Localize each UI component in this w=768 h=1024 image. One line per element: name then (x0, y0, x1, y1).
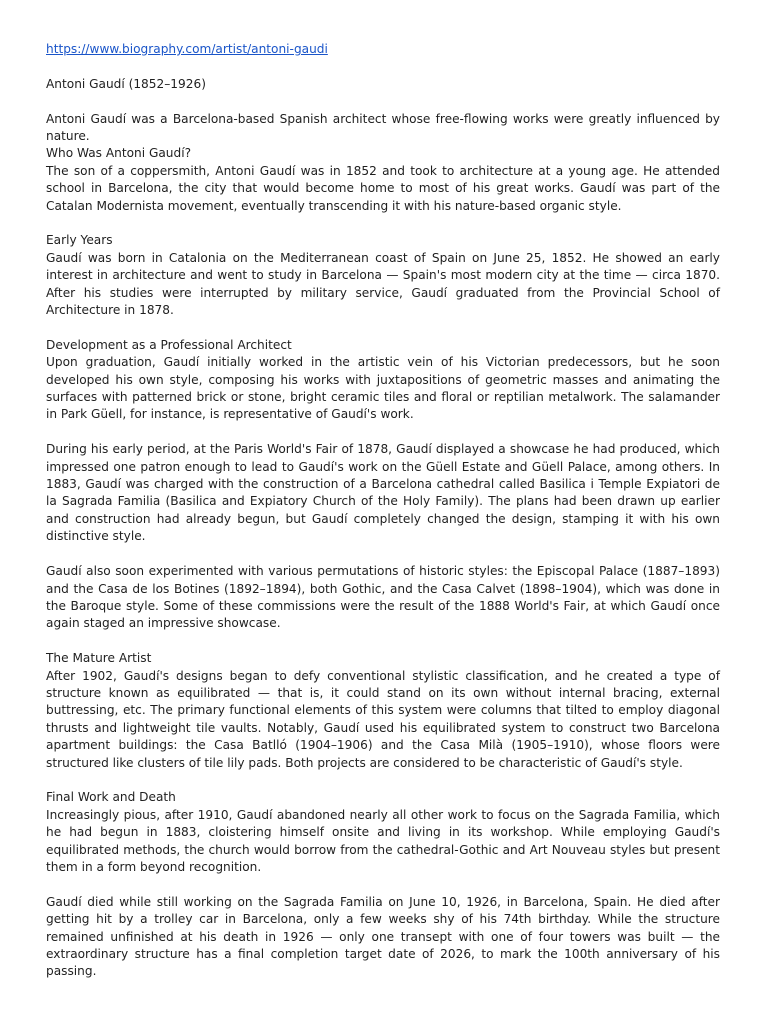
spacer (46, 876, 720, 893)
paragraph-who: The son of a coppersmith, Antoni Gaudí was in 1852 and took to architecture at a young age. He attended school in Barcelona, the city that would become home to most of his great works. Gaudí was part of the Catalan Modernista movement, eventually transcending it with his nature-based organic style. (46, 163, 720, 213)
intro-paragraph: Antoni Gaudí was a Barcelona-based Spanish architect whose free-flowing works were greatly influenced by nature. (46, 111, 720, 143)
spacer (46, 319, 720, 336)
paragraph-final-work-1: Increasingly pious, after 1910, Gaudí abandoned nearly all other work to focus on the Sagrada Familia, which he had begun in 1883, cloistering himself onsite and living in its workshop. While employing Gaudí's equilibrated methods, the church would borrow from the cathedral-Gothic and Art Nouveau styles but present them in a form beyond recognition. (46, 807, 720, 874)
spacer (46, 215, 720, 232)
spacer (46, 633, 720, 650)
spacer (46, 58, 720, 75)
section-heading-development: Development as a Professional Architect (46, 337, 292, 352)
spacer (46, 772, 720, 789)
paragraph-development-3: Gaudí also soon experimented with various permutations of historic styles: the Episcopal Palace (1887–1893) and the Casa de los Botines (1892–1894), both Gothic, and the Casa Calvet (1898–1904), which was done in the Baroque style. Some of these commissions were the result of the 1888 World's Fair, at which Gaudí once again staged an impressive showcase. (46, 564, 720, 631)
document-title: Antoni Gaudí (1852–1926) (46, 76, 206, 91)
paragraph-development-2: During his early period, at the Paris World's Fair of 1878, Gaudí displayed a showcase he had produced, which impressed one patron enough to lead to Gaudí's work on the Güell Estate and Güell Palace, among others. In 1883, Gaudí was charged with the construction of a Barcelona cathedral called Basilica i Temple Expiatori de la Sagrada Familia (Basilica and Expiatory Church of the Holy Family). The plans had been drawn up earlier and construction had already begun, but Gaudí completely changed the design, stamping it with his own distinctive style. (46, 442, 720, 544)
spacer (46, 546, 720, 563)
paragraph-mature-artist: After 1902, Gaudí's designs began to defy conventional stylistic classification, and he created a type of structure known as equilibrated — that is, it could stand on its own without internal bracing, external buttressing, etc. The primary functional elements of this system were columns that tilted to employ diagonal thrusts and lightweight tile vaults. Notably, Gaudí used his equilibrated system to construct two Barcelona apartment buildings: the Casa Batlló (1904–1906) and the Casa Milà (1905–1910), whose floors were structured like clusters of tile lily pads. Both projects are considered to be characteristic of Gaudí's style. (46, 668, 720, 770)
paragraph-final-work-2: Gaudí died while still working on the Sagrada Familia on June 10, 1926, in Barcelona, Spain. He died after getting hit by a trolley car in Barcelona, only a few weeks shy of his 74th birthday. While the structure remained unfinished at his death in 1926 — only one transept with one of four towers was built — the extraordinary structure has a final completion target date of 2026, to mark the 100th anniversary of his passing. (46, 894, 720, 979)
spacer (46, 424, 720, 441)
paragraph-development-1: Upon graduation, Gaudí initially worked in the artistic vein of his Victorian predecessors, but he soon developed his own style, composing his works with juxtapositions of geometric masses and animating the surfaces with patterned brick or stone, bright ceramic tiles and floral or reptilian metalwork. The salamander in Park Güell, for instance, is representative of Gaudí's work. (46, 355, 720, 422)
document-page (46, 41, 720, 981)
paragraph-early-years: Gaudí was born in Catalonia on the Mediterranean coast of Spain on June 25, 1852. He showed an early interest in architecture and went to study in Barcelona — Spain's most modern city at the time — circa 1870. After his studies were interrupted by military service, Gaudí graduated from the Provincial School of Architecture in 1878. (46, 250, 720, 318)
section-heading-early-years: Early Years (46, 233, 113, 248)
section-heading-mature-artist: The Mature Artist (46, 651, 152, 666)
section-heading-who: Who Was Antoni Gaudí? (46, 146, 192, 161)
source-link[interactable]: https://www.biography.com/artist/antoni-gaudi (46, 42, 328, 56)
section-heading-final-work: Final Work and Death (46, 790, 176, 805)
spacer (46, 93, 720, 110)
